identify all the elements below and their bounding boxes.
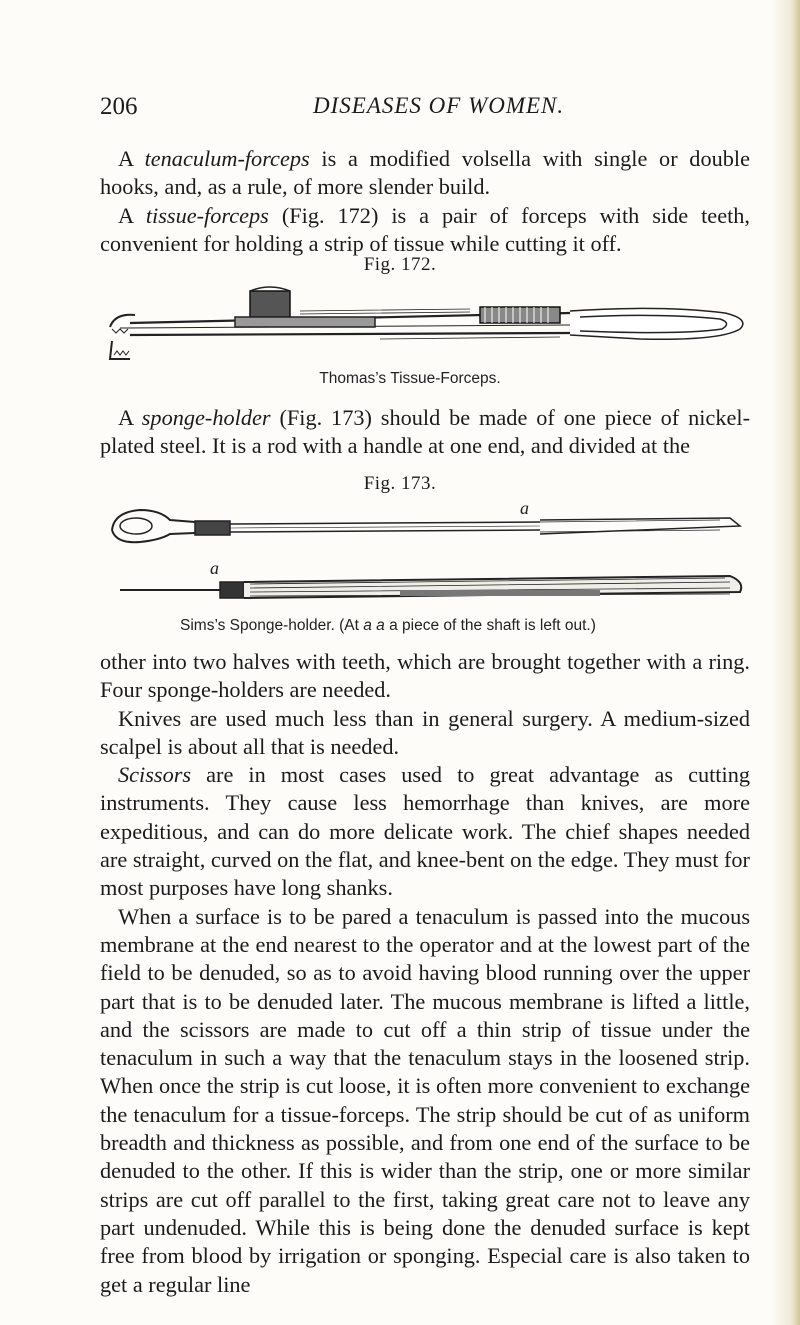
paragraph-scissors [100, 761, 750, 902]
paragraph-text: are in most cases used to great advantage as cutting instruments. They cause less hemorrhage than knives, are more expeditious, and can do more delicate work. The chief shapes needed are straight, curved on the flat, and knee-bent on the edge. They must for most purposes have long shanks. [100, 762, 750, 901]
figure-172-caption: Thomas’s Tissue-Forceps. [319, 370, 501, 387]
paragraph-tissue-forceps: A tissue-forceps (Fig. 172) is a pair of forceps with side teeth, convenient for holding a strip of tissue while cutting it off. [100, 202, 751, 256]
figure-173-marker-a-lower: a [210, 558, 219, 578]
middle-text-block [100, 404, 750, 461]
paragraph-text: (Fig. 172) is a pair of forceps with side teeth, convenient for holding a strip of tissue while cutting it off. [100, 202, 751, 256]
caption-marker: a [363, 617, 372, 634]
paragraph-sponge-holder: A sponge-holder (Fig. 173) should be made of one piece of nickel-plated steel. It is a rod with a handle at one end, and divided at the [100, 405, 750, 459]
sponge-holder-illustration-bottom [100, 560, 750, 610]
paragraph-knives: Knives are used much less than in general surgery. A medium-sized scalpel is about all that is needed. [100, 705, 750, 759]
paragraph-text: is a modified volsella with single or double hooks, and, as a rule, of more slender build. [100, 146, 750, 200]
running-head [100, 93, 750, 125]
term-scissors: Scissors [118, 762, 192, 788]
bottom-text-block [100, 648, 750, 1299]
figure-173-marker-a: a [520, 498, 529, 518]
figure-173-label: Fig. 173. [363, 473, 437, 494]
term-tenaculum-forceps: tenaculum-forceps [144, 146, 310, 171]
paragraph-text: (Fig. 173) should be made of one piece of nickel-plated steel. It is a rod with a handle at one end, and divided at the [100, 405, 750, 459]
term-tissue-forceps: tissue-forceps [145, 202, 269, 228]
caption-marker: a [376, 617, 385, 634]
caption-text: Sims’s Sponge-holder. (At [180, 617, 359, 634]
figure-173-caption [180, 617, 680, 635]
caption-text: a piece of the shaft is left out.) [389, 617, 596, 634]
figure-172-label: Fig. 172. [363, 254, 437, 275]
page-edge-shading [770, 0, 800, 1325]
sponge-holder-illustration-top [100, 500, 750, 552]
tissue-forceps-illustration [100, 283, 750, 363]
paragraph-continuation: other into two halves with teeth, which are brought together with a ring. Four sponge-holders are needed. [100, 649, 750, 703]
page-number: 206 [100, 93, 138, 120]
term-sponge-holder: sponge-holder [141, 405, 271, 430]
paragraph-tenaculum-forceps: A tenaculum-forceps is a modified volsella with single or double hooks, and, as a rule, of more slender build. [100, 146, 750, 200]
top-text-block [100, 145, 750, 258]
running-title: DISEASES OF WOMEN. [313, 93, 565, 118]
paragraph-paring: When a surface is to be pared a tenaculum is passed into the mucous membrane at the end nearest to the operator and at the lowest part of the field to be denuded, so as to avoid having blood running over the upper part that is to be denuded later. The mucous membrane is lifted a little, and the scissors are made to cut off a thin strip of tissue under the tenaculum in such a way that the tenaculum stays in the loosened strip. When once the strip is cut loose, it is often more convenient to exchange the tenaculum for a tissue-forceps. The strip should be cut of as uniform breadth and thickness as possible, and from one end of the surface to be denuded to the other. If this is wider than the strip, one or more similar strips are cut off parallel to the first, taking great care not to leave any part undenuded. While this is being done the denuded surface is kept free from blood by irrigation or sponging. Especial care is also taken to get a regular line [100, 903, 750, 1297]
